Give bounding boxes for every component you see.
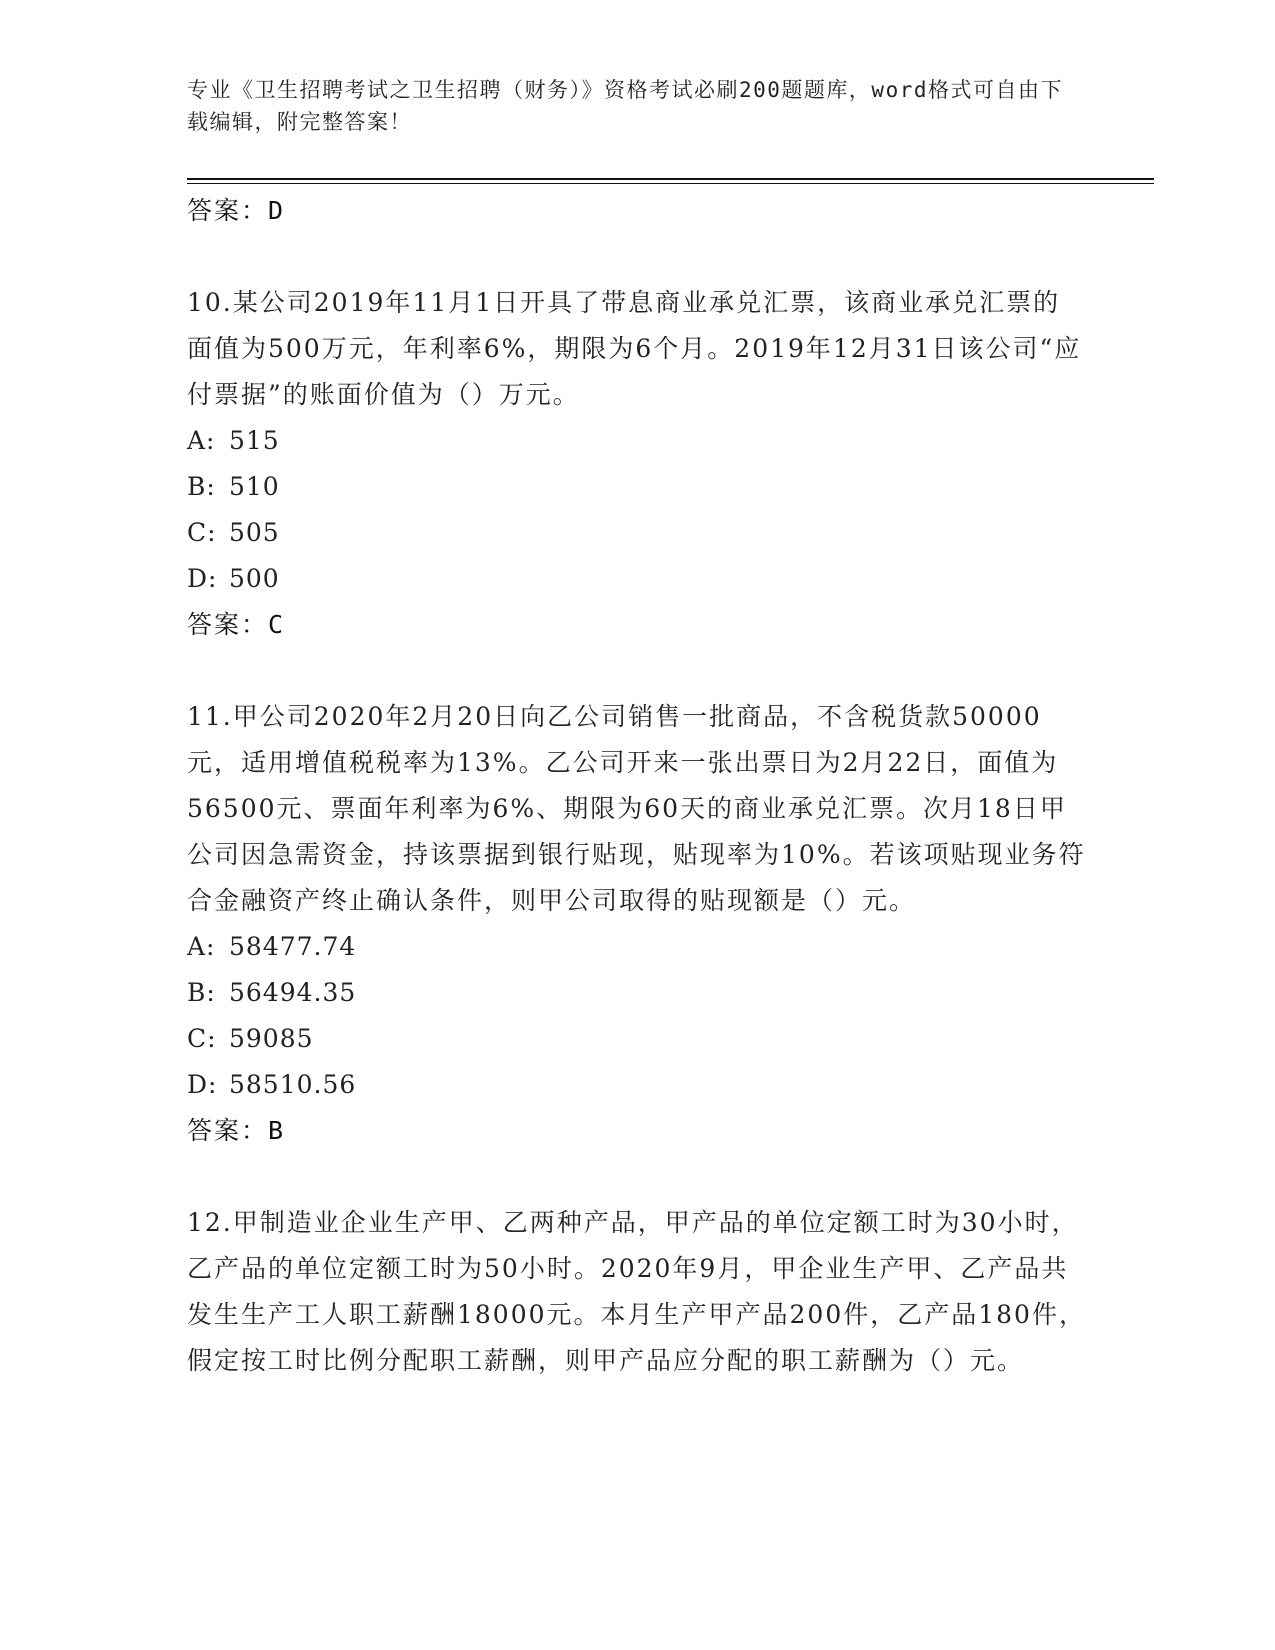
question-10-option-b — [187, 464, 1087, 510]
previous-answer: 答案：D — [187, 196, 286, 225]
option-letter: C: — [187, 518, 217, 547]
header-rule-thick — [187, 178, 1154, 180]
option-letter: D: — [187, 564, 218, 593]
spacer — [187, 234, 1087, 280]
option-letter: B: — [187, 978, 216, 1007]
question-10-option-a — [187, 418, 1087, 464]
question-11-option-b — [187, 970, 1087, 1016]
option-letter: A: — [187, 932, 216, 961]
option-value: 58510.56 — [229, 1070, 357, 1099]
question-10 — [187, 280, 1087, 648]
spacer — [187, 648, 1087, 694]
option-letter: A: — [187, 426, 216, 455]
option-letter: C: — [187, 1024, 217, 1053]
question-10-text: 10.某公司2019年11月1日开具了带息商业承兑汇票，该商业承兑汇票的面值为500万元，年利率6%，期限为6个月。2019年12月31日该公司“应付票据”的账面价值为（）万元。 — [187, 288, 1082, 409]
question-11-option-d — [187, 1062, 1087, 1108]
header-rule-thin — [187, 183, 1154, 184]
question-12 — [187, 1200, 1087, 1384]
option-value: 515 — [229, 426, 280, 455]
question-12-text: 12.甲制造业企业生产甲、乙两种产品，甲产品的单位定额工时为30小时，乙产品的单位定额工时为50小时。2020年9月，甲企业生产甲、乙产品共发生生产工人职工薪酬18000元。本月生产甲产品200件，乙产品180件，假定按工时比例分配职工薪酬，则甲产品应分配的职工薪酬为（）元。 — [187, 1208, 1086, 1375]
option-letter: D: — [187, 1070, 218, 1099]
questions-content — [187, 188, 1087, 1384]
question-10-answer: 答案：C — [187, 610, 286, 639]
question-10-option-c — [187, 510, 1087, 556]
spacer — [187, 1154, 1087, 1200]
question-11 — [187, 694, 1087, 1154]
option-value: 58477.74 — [229, 932, 357, 961]
option-value: 59085 — [229, 1024, 314, 1053]
question-11-option-a — [187, 924, 1087, 970]
question-11-answer: 答案：B — [187, 1116, 286, 1145]
page-header: 专业《卫生招聘考试之卫生招聘（财务）》资格考试必刷200题题库，word格式可自由下载编辑，附完整答案！ — [187, 78, 1063, 134]
question-10-option-d — [187, 556, 1087, 602]
question-11-option-c — [187, 1016, 1087, 1062]
option-letter: B: — [187, 472, 216, 501]
option-value: 510 — [229, 472, 280, 501]
option-value: 500 — [229, 564, 280, 593]
option-value: 505 — [229, 518, 280, 547]
option-value: 56494.35 — [229, 978, 357, 1007]
question-11-text: 11.甲公司2020年2月20日向乙公司销售一批商品，不含税货款50000元，适用增值税税率为13%。乙公司开来一张出票日为2月22日，面值为56500元、票面年利率为6%、期限为60天的商业承兑汇票。次月18日甲公司因急需资金，持该票据到银行贴现，贴现率为10%。若该项贴现业务符合金融资产终止确认条件，则甲公司取得的贴现额是（）元。 — [187, 702, 1086, 915]
